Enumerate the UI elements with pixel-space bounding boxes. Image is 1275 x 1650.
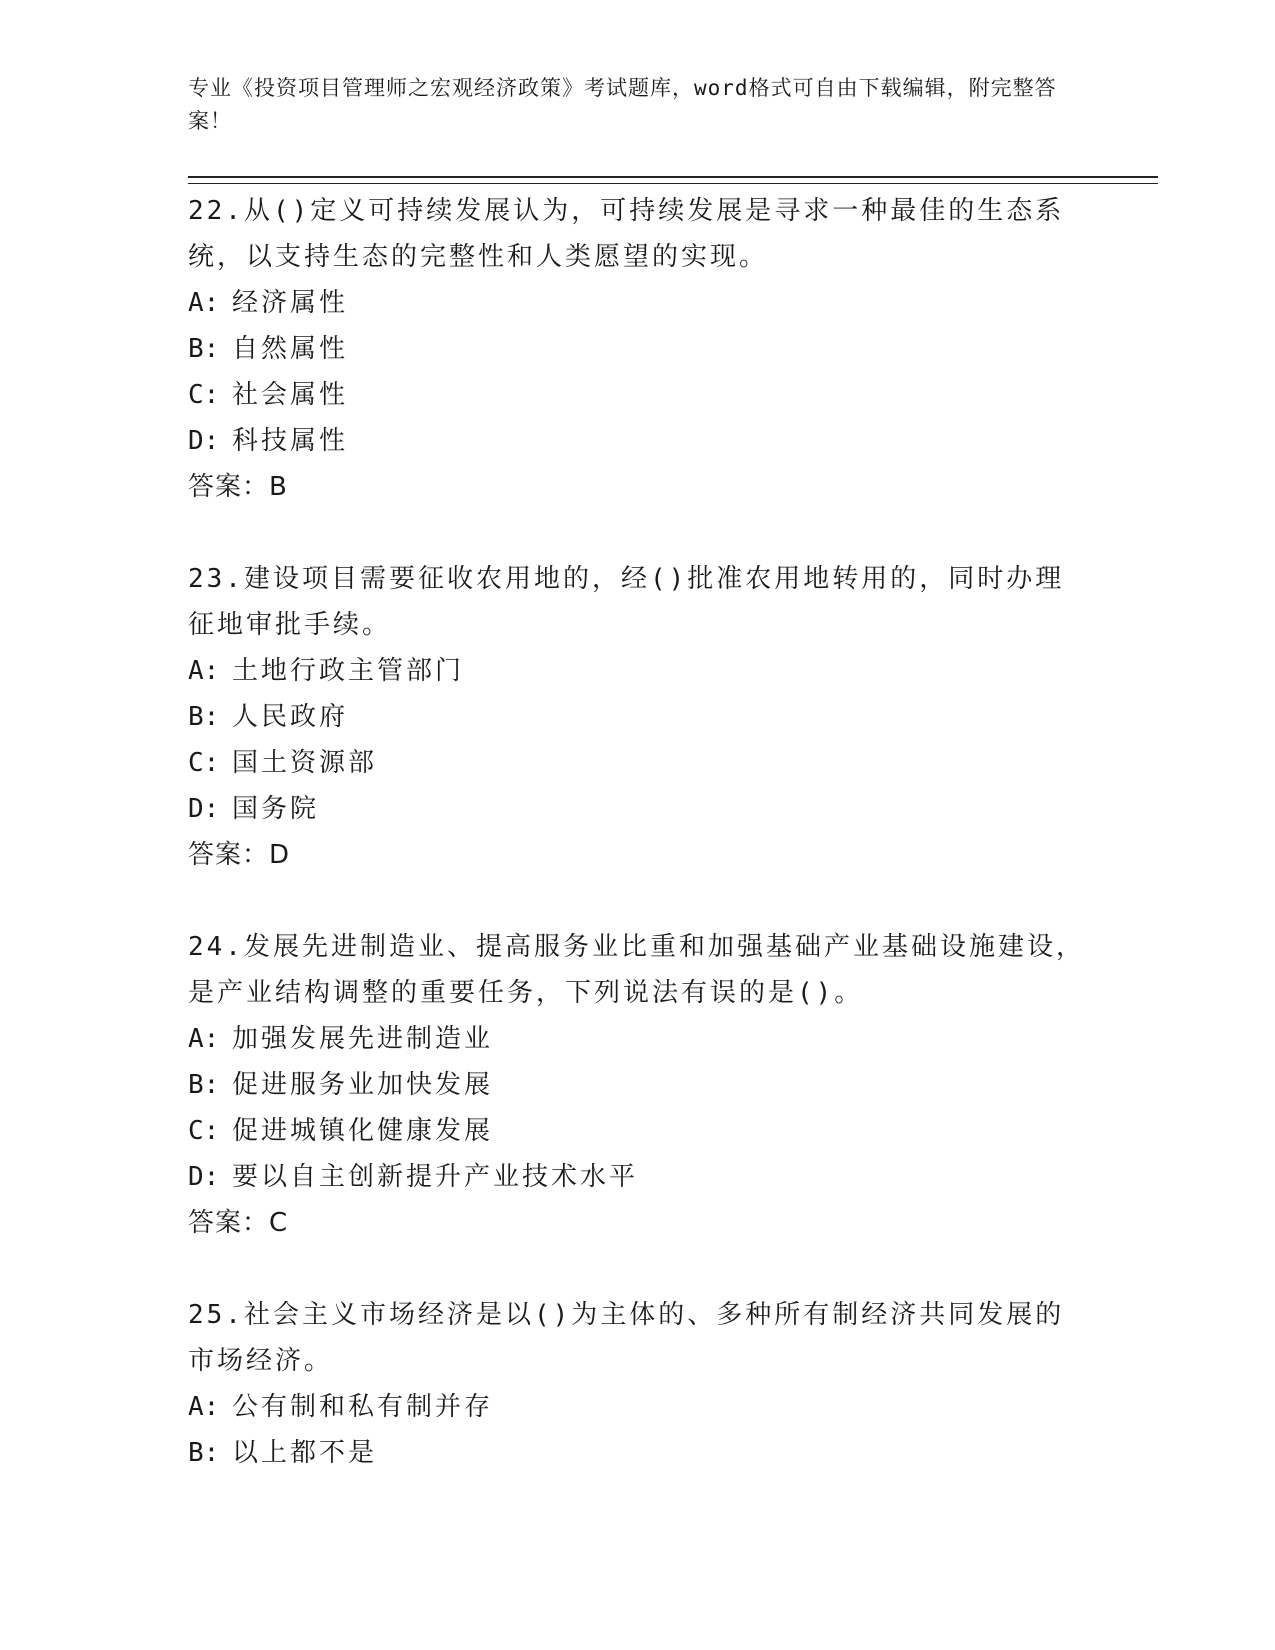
option-text: 人民政府 <box>232 702 349 732</box>
option-text: 国务院 <box>232 794 320 824</box>
option-a <box>188 1384 1088 1430</box>
option-key: A: <box>188 1024 220 1054</box>
option-a <box>188 280 1088 326</box>
option-b <box>188 326 1088 372</box>
option-key: C: <box>188 380 220 410</box>
question-stem <box>188 556 1088 648</box>
option-c <box>188 740 1088 786</box>
question-stem <box>188 1292 1088 1384</box>
option-text: 社会属性 <box>232 380 349 410</box>
option-key: B: <box>188 1070 220 1100</box>
option-b <box>188 1062 1088 1108</box>
question-text: 建设项目需要征收农用地的，经()批准农用地转用的，同时办理征地审批手续。 <box>188 564 1065 640</box>
option-key: B: <box>188 1438 220 1468</box>
option-b <box>188 1430 1088 1476</box>
option-c <box>188 372 1088 418</box>
option-text: 促进城镇化健康发展 <box>232 1116 494 1146</box>
option-b <box>188 694 1088 740</box>
option-text: 公有制和私有制并存 <box>232 1392 494 1422</box>
question-23 <box>188 556 1088 878</box>
option-text: 科技属性 <box>232 426 349 456</box>
option-a <box>188 648 1088 694</box>
option-text: 经济属性 <box>232 288 349 318</box>
option-text: 促进服务业加快发展 <box>232 1070 494 1100</box>
question-25 <box>188 1292 1088 1476</box>
answer-line: 答案：C <box>188 1208 289 1238</box>
option-d <box>188 418 1088 464</box>
option-text: 国土资源部 <box>232 748 378 778</box>
answer-line: 答案：D <box>188 840 291 870</box>
question-text: 从()定义可持续发展认为，可持续发展是寻求一种最佳的生态系统，以支持生态的完整性和人类愿望的实现。 <box>188 196 1065 272</box>
question-24 <box>188 924 1088 1246</box>
question-list <box>188 188 1088 1522</box>
header-rule-thin <box>188 183 1158 184</box>
option-c <box>188 1108 1088 1154</box>
option-key: A: <box>188 288 220 318</box>
option-key: B: <box>188 334 220 364</box>
question-stem <box>188 188 1088 280</box>
question-number: 25. <box>188 1300 244 1330</box>
option-key: B: <box>188 702 220 732</box>
question-number: 23. <box>188 564 244 594</box>
option-text: 自然属性 <box>232 334 349 364</box>
option-key: D: <box>188 1162 220 1192</box>
option-key: A: <box>188 656 220 686</box>
option-text: 加强发展先进制造业 <box>232 1024 494 1054</box>
question-number: 24. <box>188 932 244 962</box>
option-key: C: <box>188 748 220 778</box>
option-text: 土地行政主管部门 <box>232 656 465 686</box>
question-number: 22. <box>188 196 244 226</box>
question-text: 发展先进制造业、提高服务业比重和加强基础产业基础设施建设，是产业结构调整的重要任务，下列说法有误的是()。 <box>188 932 1085 1008</box>
document-intro: 专业《投资项目管理师之宏观经济政策》考试题库，word格式可自由下载编辑，附完整答案！ <box>188 76 1057 133</box>
answer-line: 答案：B <box>188 472 288 502</box>
option-text: 以上都不是 <box>232 1438 378 1468</box>
option-text: 要以自主创新提升产业技术水平 <box>232 1162 639 1192</box>
question-text: 社会主义市场经济是以()为主体的、多种所有制经济共同发展的市场经济。 <box>188 1300 1065 1376</box>
option-d <box>188 1154 1088 1200</box>
option-a <box>188 1016 1088 1062</box>
header-rule-thick <box>188 176 1158 178</box>
option-key: C: <box>188 1116 220 1146</box>
option-key: A: <box>188 1392 220 1422</box>
option-key: D: <box>188 794 220 824</box>
question-22 <box>188 188 1088 510</box>
option-d <box>188 786 1088 832</box>
option-key: D: <box>188 426 220 456</box>
question-stem <box>188 924 1088 1016</box>
